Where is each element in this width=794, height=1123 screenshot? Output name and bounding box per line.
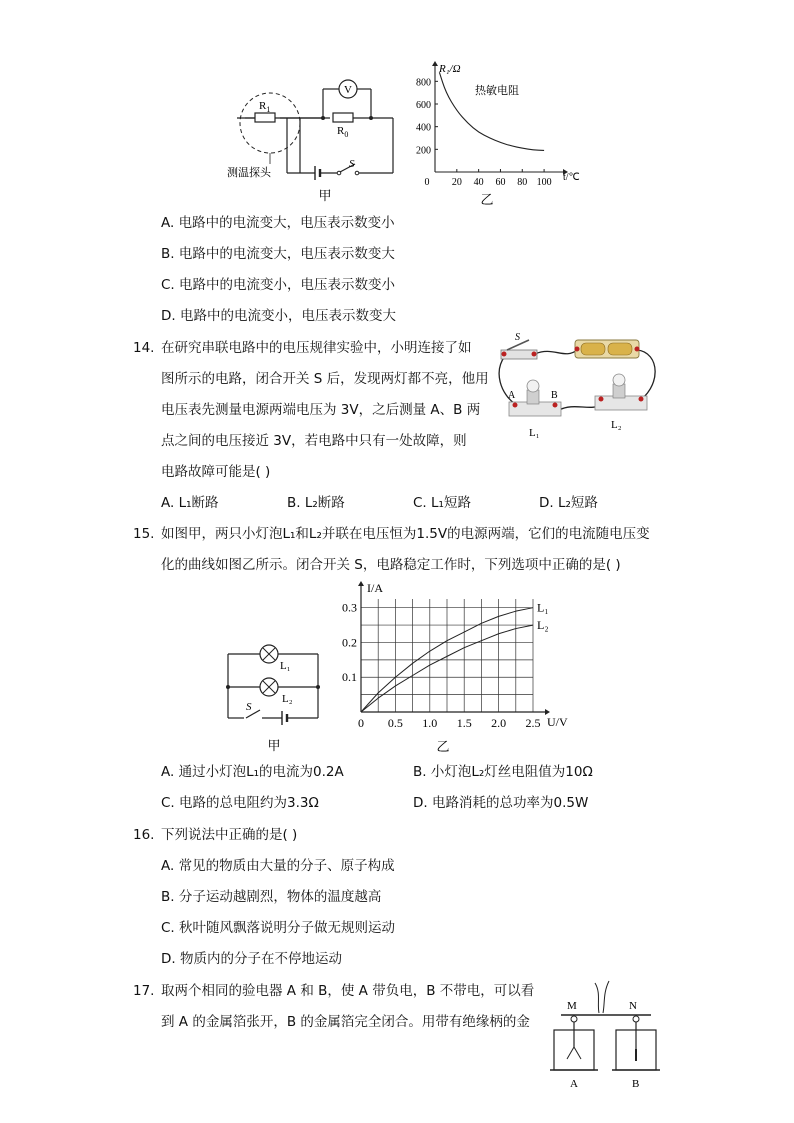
fig-caption-jia: 甲 [318, 189, 332, 204]
x-axis-title: t/℃ [563, 172, 580, 183]
q14-point-b: B [551, 390, 558, 401]
y-axis-title: I/A [367, 581, 383, 595]
q15-i-u-chart [335, 578, 568, 758]
probe-circle [240, 93, 300, 153]
switch-label: S [349, 158, 355, 170]
q17-b-label: B [632, 1078, 640, 1090]
y-tick-label-400: 400 [416, 122, 431, 134]
q14-l2-label: L₂ [611, 419, 622, 431]
q15-option-b: B. 小灯泡L₂灯丝电阻值为10Ω [413, 764, 593, 780]
q15-option-d: D. 电路消耗的总功率为0.5W [413, 795, 589, 811]
series-label-l2: L₂ [537, 618, 549, 633]
q15-circuit-jia [222, 642, 327, 754]
q14-line-5: 电路故障可能是( ) [161, 464, 271, 480]
q14-option-a: A. L₁断路 [161, 495, 219, 511]
q17-line-1: 取两个相同的验电器 A 和 B，使 A 带负电，B 不带电，可以看 [161, 983, 535, 999]
x-tick-label-40: 40 [473, 177, 484, 188]
r1-resistor [255, 113, 275, 122]
x-axis-title: U/V [547, 715, 568, 729]
y-tick-label-0.2: 0.2 [342, 635, 357, 650]
q15-switch-label: S [246, 701, 252, 713]
q15-number: 15. [133, 526, 155, 542]
q15-option-a: A. 通过小灯泡L₁的电流为0.2A [161, 764, 344, 780]
q16-number: 16. [133, 827, 155, 843]
q14-l1-label: L₁ [529, 427, 540, 439]
q15-fig-caption-yi: 乙 [436, 740, 450, 755]
q14-circuit-photo [495, 332, 665, 447]
x-tick-label-100: 100 [536, 177, 552, 188]
x-tick-label-0.5: 0.5 [387, 716, 403, 730]
series-label: 热敏电阻 [475, 84, 519, 97]
x-tick-label-0: 0 [424, 177, 430, 188]
y-tick-label-0.3: 0.3 [342, 600, 357, 615]
q13-option-c: C. 电路中的电流变小，电压表示数变小 [161, 277, 396, 293]
q16-option-a: A. 常见的物质由大量的分子、原子构成 [161, 858, 395, 874]
y-axis-arrow [358, 581, 364, 586]
q17-n-label: N [629, 1000, 637, 1012]
y-tick-label-200: 200 [416, 145, 431, 157]
x-tick-label-2.0: 2.0 [491, 716, 507, 730]
x-tick-label-20: 20 [451, 177, 462, 188]
q16-option-c: C. 秋叶随风飘落说明分子做无规则运动 [161, 920, 396, 936]
q13-option-a: A. 电路中的电流变大，电压表示数变小 [161, 215, 395, 231]
y-tick-label-800: 800 [416, 77, 431, 89]
probe-label: 测温探头 [227, 166, 271, 179]
r0-resistor [333, 113, 353, 122]
q14-option-c: C. L₁短路 [413, 495, 471, 511]
q14-line-4: 点之间的电压接近 3V，若电路中只有一处故障，则 [161, 433, 467, 449]
y-tick-label-0.1: 0.1 [342, 670, 357, 685]
q15-option-c: C. 电路的总电阻约为3.3Ω [161, 795, 319, 811]
x-tick-label-0: 0 [358, 716, 364, 730]
q14-switch-label: S [515, 332, 520, 343]
x-tick-label-2.5: 2.5 [525, 716, 541, 730]
x-tick-label-60: 60 [495, 177, 506, 188]
q14-point-a: A [508, 390, 516, 401]
y-axis-arrow [432, 61, 438, 66]
voltmeter-label: V [344, 84, 352, 96]
q13-circuit-jia [225, 78, 405, 206]
r1-label: $R_1$ [259, 100, 271, 114]
x-tick-label-1.5: 1.5 [456, 716, 472, 730]
y-tick-label-600: 600 [416, 100, 431, 111]
q13-r-t-chart [405, 58, 580, 208]
q15-line-1: 如图甲，两只小灯泡L₁和L₂并联在电压恒为1.5V的电源两端，它们的电流随电压变 [161, 526, 650, 542]
series-label-l1: L₁ [537, 600, 549, 615]
q17-number: 17. [133, 983, 155, 999]
q17-electroscope-figure [543, 975, 668, 1100]
q16-stem: 下列说法中正确的是( ) [161, 827, 298, 843]
q15-fig-caption-jia: 甲 [267, 739, 281, 754]
fig-caption-yi: 乙 [480, 193, 494, 208]
q17-m-label: M [567, 1000, 577, 1012]
q16-option-d: D. 物质内的分子在不停地运动 [161, 951, 342, 967]
q17-line-2: 到 A 的金属箔张开，B 的金属箔完全闭合。用带有绝缘柄的金 [161, 1014, 530, 1030]
q13-option-b: B. 电路中的电流变大，电压表示数变大 [161, 246, 395, 262]
q14-option-d: D. L₂短路 [539, 495, 598, 511]
q13-option-d: D. 电路中的电流变小，电压表示数变大 [161, 308, 396, 324]
y-axis-title: R₁/Ω [439, 63, 461, 75]
x-tick-label-1.0: 1.0 [422, 716, 438, 730]
r0-label: $R_0$ [337, 125, 349, 139]
x-tick-label-80: 80 [517, 177, 528, 188]
q17-a-label: A [570, 1078, 578, 1090]
q16-option-b: B. 分子运动越剧烈，物体的温度越高 [161, 889, 382, 905]
q14-line-3: 电压表先测量电源两端电压为 3V，之后测量 A、B 两 [161, 402, 481, 418]
q15-line-2: 化的曲线如图乙所示。闭合开关 S，电路稳定工作时，下列选项中正确的是( ) [161, 557, 621, 573]
q15-l2-label: L₂ [282, 693, 293, 705]
q14-number: 14. [133, 340, 155, 356]
q14-line-2: 图所示的电路，闭合开关 S 后，发现两灯都不亮，他用 [161, 371, 489, 387]
q14-line-1: 在研究串联电路中的电压规律实验中，小明连接了如 [161, 340, 472, 356]
q15-l1-label: L₁ [280, 660, 291, 672]
q14-option-b: B. L₂断路 [287, 495, 345, 511]
